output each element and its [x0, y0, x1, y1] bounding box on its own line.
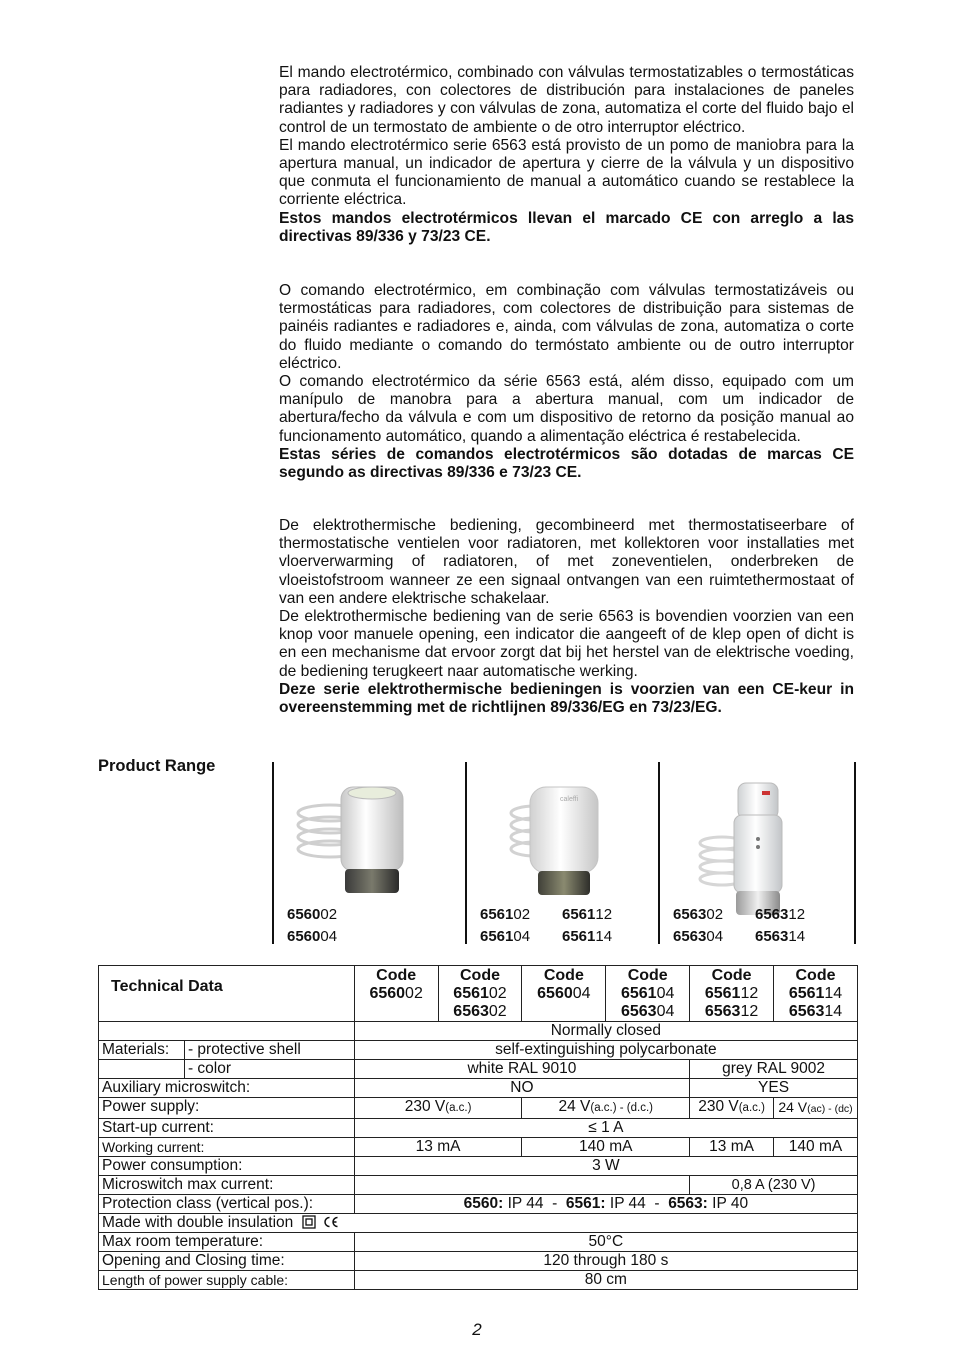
svg-text:caleffi: caleffi [560, 796, 579, 803]
table-row [99, 1233, 858, 1252]
materials-label: Materials: [99, 1041, 185, 1060]
power-supply-label: Power supply: [99, 1098, 355, 1119]
double-insulation-icon [302, 1215, 316, 1229]
startup-value: ≤ 1 A [354, 1119, 857, 1138]
ps-230-ac: 230 V(a.c.) [354, 1098, 522, 1119]
color-label: - color [184, 1060, 354, 1079]
es-paragraph-2: El mando electrotérmico serie 6563 está provisto de un pomo de maniobra para la apertura manual, un indicador de apertura y cierre de la válvula y un dispositivo que conmuta el funcionamiento de manual a automático cuando se restablece la corriente eléctrica. [279, 136, 854, 209]
technical-data-table [98, 965, 858, 1290]
table-row [99, 1138, 858, 1157]
working-13ma-b: 13 mA [690, 1138, 774, 1157]
working-140ma: 140 mA [522, 1138, 690, 1157]
cable-value: 80 cm [354, 1271, 857, 1290]
aux-yes: YES [690, 1079, 858, 1098]
product-codes-6561-b: 656112 656114 [562, 906, 613, 945]
nl-paragraph-2: De elektrothermische bediening van de serie 6563 is bovendien voorzien van een knop voor manuele opening, een indicator die aangeeft of de klep open of dicht is en een mechanisme dat ervoor zorgt dat bij het herstel van de elektrische voeding, de bediening terugkeert naar automatische werking. [279, 608, 854, 680]
pt-paragraph-2: O comando electrotérmico da série 6563 está, além disso, equipado com um manípulo de manobra para a abertura manual, com um indicador de abertura/fecho da válvula e com um dispositivo de retorno da posição manual ao funcionamento automático, quando a alimentação eléctrica é restabelecida. [279, 373, 854, 445]
open-close-value: 120 through 180 s [354, 1252, 857, 1271]
nl-ce-statement: Deze serie elektrothermische bedieningen is voorzien van een CE-keur in overeenstemming met de richtlijnen 89/336/EG en 73/23/EG. [279, 680, 854, 717]
code-column: Code 656114 656314 [774, 966, 858, 1022]
table-row [99, 1041, 858, 1060]
cable-label: Length of power supply cable: [99, 1271, 355, 1290]
color-grey: grey RAL 9002 [690, 1060, 858, 1079]
max-temp-value: 50°C [354, 1233, 857, 1252]
max-temp-label: Max room temperature: [99, 1233, 355, 1252]
protection-label: Protection class (vertical pos.): [99, 1195, 355, 1214]
table-row [99, 1157, 858, 1176]
product-codes-6560: 656002 656004 [287, 906, 338, 945]
ps-230-ac-b: 230 V(a.c.) [690, 1098, 774, 1119]
table-row [99, 1252, 858, 1271]
consumption-label: Power consumption: [99, 1157, 355, 1176]
page-number: 2 [472, 1320, 482, 1339]
divider [272, 762, 274, 944]
table-row [99, 1214, 858, 1233]
normally-closed: Normally closed [354, 1022, 857, 1041]
aux-no: NO [354, 1079, 689, 1098]
table-row [99, 1119, 858, 1138]
table-row [99, 1098, 858, 1119]
es-paragraph-1: El mando electrotérmico, combinado con válvulas termostatizables o termostáticas para radiadores, con colectores de distribución para instalaciones de paneles radiantes y radiadores y con válvulas de zona, automatiza el corte del fluido bajo el control de un termostato de ambiente o de otro interruptor eléctrico. [279, 64, 854, 136]
divider [658, 762, 660, 944]
technical-data-title: Technical Data [99, 966, 355, 1022]
shell-value: self-extinguishing polycarbonate [354, 1041, 857, 1060]
shell-label: - protective shell [184, 1041, 354, 1060]
code-column: Code 656102 656302 [438, 966, 522, 1022]
startup-label: Start-up current: [99, 1119, 355, 1138]
spanish-description [279, 64, 854, 246]
product-range-label: Product Range [98, 757, 216, 775]
ce-mark-icon [323, 1216, 339, 1228]
ps-24-acdc: 24 V(a.c.) - (d.c.) [522, 1098, 690, 1119]
ms-max-label: Microswitch max current: [99, 1176, 355, 1195]
product-codes-6561-a: 656102 656104 [480, 906, 531, 945]
divider [465, 762, 467, 944]
ps-24-acdc-b: 24 V(ac) - (dc) [774, 1098, 858, 1119]
table-row [99, 1195, 858, 1214]
nl-paragraph-1: De elektrothermische bediening, gecombineerd met thermostatiseerbare of thermostatische ventielen voor radiatoren, met kollektoren voor installaties met vloerverwarming of radiatoren, of met zoneventielen, onderbreken de vloeistofstroom wanneer ze een signaal ontvangen van een ruimtethermostaat of van een andere elektrische schakelaar. [279, 517, 854, 607]
portuguese-description [279, 282, 854, 482]
protection-value: 6560: IP 44 - 6561: IP 44 - 6563: IP 40 [354, 1195, 857, 1214]
open-close-label: Opening and Closing time: [99, 1252, 355, 1271]
working-label: Working current: [99, 1138, 355, 1157]
code-column: Code 656004 [522, 966, 606, 1022]
code-column: Code 656104 656304 [606, 966, 690, 1022]
aux-label: Auxiliary microswitch: [99, 1079, 355, 1098]
insulation-label: Made with double insulation [102, 1214, 294, 1231]
table-row [99, 966, 858, 1022]
ms-max-value: 0,8 A (230 V) [690, 1176, 858, 1195]
table-row [99, 1022, 858, 1041]
table-row [99, 1176, 858, 1195]
es-ce-statement: Estos mandos electrotérmicos llevan el marcado CE con arreglo a las directivas 89/336 y 73/23 CE. [279, 209, 854, 245]
divider [854, 762, 856, 944]
color-white: white RAL 9010 [354, 1060, 689, 1079]
working-13ma: 13 mA [354, 1138, 522, 1157]
table-row [99, 1271, 858, 1290]
code-column: Code 656002 [354, 966, 438, 1022]
table-row [99, 1079, 858, 1098]
pt-ce-statement: Estas séries de comandos electrotérmicos são dotadas de marcas CE segundo as directivas 89/336 e 73/23 CE. [279, 445, 854, 482]
working-140ma-b: 140 mA [774, 1138, 858, 1157]
dutch-description [279, 517, 854, 717]
table-row [99, 1060, 858, 1079]
code-column: Code 656112 656312 [690, 966, 774, 1022]
product-codes-6563-b: 656312 656314 [755, 906, 806, 945]
product-codes-6563-a: 656302 656304 [673, 906, 724, 945]
insulation-row [99, 1214, 858, 1233]
consumption-value: 3 W [354, 1157, 857, 1176]
pt-paragraph-1: O comando electrotérmico, em combinação com válvulas termostatizáveis ou termostáticas para radiadores, com colectores de distribuição para sistemas de painéis radiantes e radiadores e, ainda, com válvulas de zona, automatiza o corte do fluido mediante o comando do termóstato ambiente ou de outro interruptor eléctrico. [279, 282, 854, 372]
